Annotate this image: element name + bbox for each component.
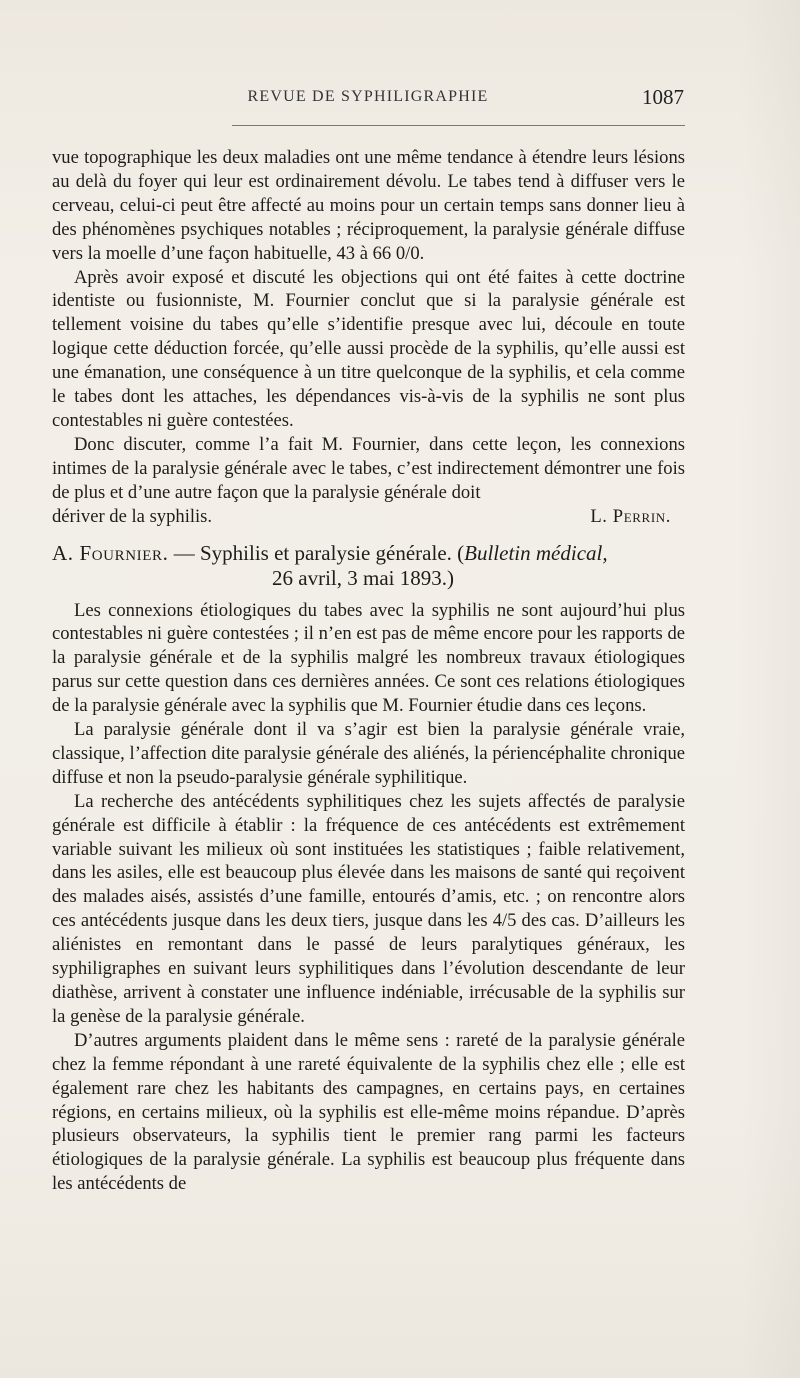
page-shadow [740, 0, 800, 1378]
header-rule [232, 125, 685, 126]
body-text [52, 146, 685, 1196]
article-date: 26 avril, 3 mai 1893.) [272, 565, 454, 590]
paragraph: Après avoir exposé et discuté les objections qui ont été faites à cette doctrine identiste ou fusionniste, M. Fournier conclut que si la paralysie générale est tellement voisine du tabes qu’elle s’identifie presque avec lui, découle en toute logique cette déduction forcée, qu’elle aussi procède de la syphilis, qu’elle aussi est une émanation, une conséquence à un titre quelconque de la syphilis, et cela comme le tabes dont les attaches, les dépendances vis-à-vis de la syphilis ne sont plus contestables ni guère contestées. [52, 266, 685, 431]
paragraph: D’autres arguments plaident dans le même sens : rareté de la paralysie générale chez la femme répondant à une rareté équivalente de la syphilis chez elle ; elle est également rare chez les habitants des campagnes, en certains pays, en certaines régions, en certains milieux, où la syphilis est elle-même moins répandue. D’après plusieurs observateurs, la syphilis tient le premier rang parmi les facteurs étiologiques de la paralysie générale. La syphilis est beaucoup plus fréquente dans les antécédents de [52, 1029, 685, 1195]
page-number: 1087 [642, 85, 684, 109]
paragraph-end: dériver de la syphilis. [52, 505, 213, 527]
paragraph: La recherche des antécédents syphilitiques chez les sujets affectés de paralysie générale est difficile à établir : la fréquence de ces antécédents est extrêmement variable suivant les milieux où sont instituées les statistiques ; faible relativement, dans les asiles, elle est beaucoup plus élevée dans les maisons de santé qui reçoivent des malades aisés, assistés d’une famille, entourés d’amis, etc. ; on rencontre alors ces antécédents jusque dans les deux tiers, jusque dans les 4/5 des cas. D’ailleurs les aliénistes en remontant dans le passé de leurs paralytiques généraux, les syphiligraphes en suivant leurs syphilitiques dans l’évolution descendante de leur diathèse, arrivent à constater une influence indéniable, irrécusable de la syphilis sur la genèse de la paralysie générale. [52, 790, 685, 1027]
signature-line [52, 505, 685, 529]
paragraph: vue topographique les deux maladies ont une même tendance à étendre leurs lésions au delà du foyer qui leur est ordinairement dévolu. Le tabes tend à diffuser vers le cerveau, celui-ci peut être affecté au moins pour un certain temps sans donner lieu à des phénomènes psychiques notables ; réciproquement, la paralysie générale diffuse vers la moelle d’une façon habituelle, 43 à 66 0/0. [52, 147, 685, 264]
signature: L. Perrin. [590, 505, 671, 527]
heading-dash: — [168, 540, 200, 565]
article-title: Syphilis et paralysie générale. ( [199, 540, 465, 565]
article-source: Bulletin médical, [464, 540, 608, 565]
running-header [52, 85, 684, 116]
article-author: A. Fournier. [52, 540, 169, 565]
paragraph: Donc discuter, comme l’a fait M. Fournier, dans cette leçon, les connexions intimes de la paralysie générale avec le tabes, c’est indirectement démontrer une fois de plus et d’une autre façon que la paralysie générale doit [52, 433, 685, 503]
article-heading [52, 541, 685, 591]
paragraph: La paralysie générale dont il va s’agir est bien la paralysie générale vraie, classique, l’affection dite paralysie générale des aliénés, la périencéphalite chronique diffuse et non la pseudo-paralysie générale syphilitique. [52, 719, 685, 788]
running-title: REVUE DE SYPHILIGRAPHIE [247, 88, 489, 105]
paragraph: Les connexions étiologiques du tabes avec la syphilis ne sont aujourd’hui plus contestables ni guère contestées ; il n’en est pas de même encore pour les rapports de la paralysie générale et de la syphilis malgré les nombreux travaux étiologiques parus sur cette question dans ces dernières années. Ce sont ces relations étiologiques de la paralysie générale avec la syphilis que M. Fournier étudie dans ces leçons. [52, 599, 685, 717]
